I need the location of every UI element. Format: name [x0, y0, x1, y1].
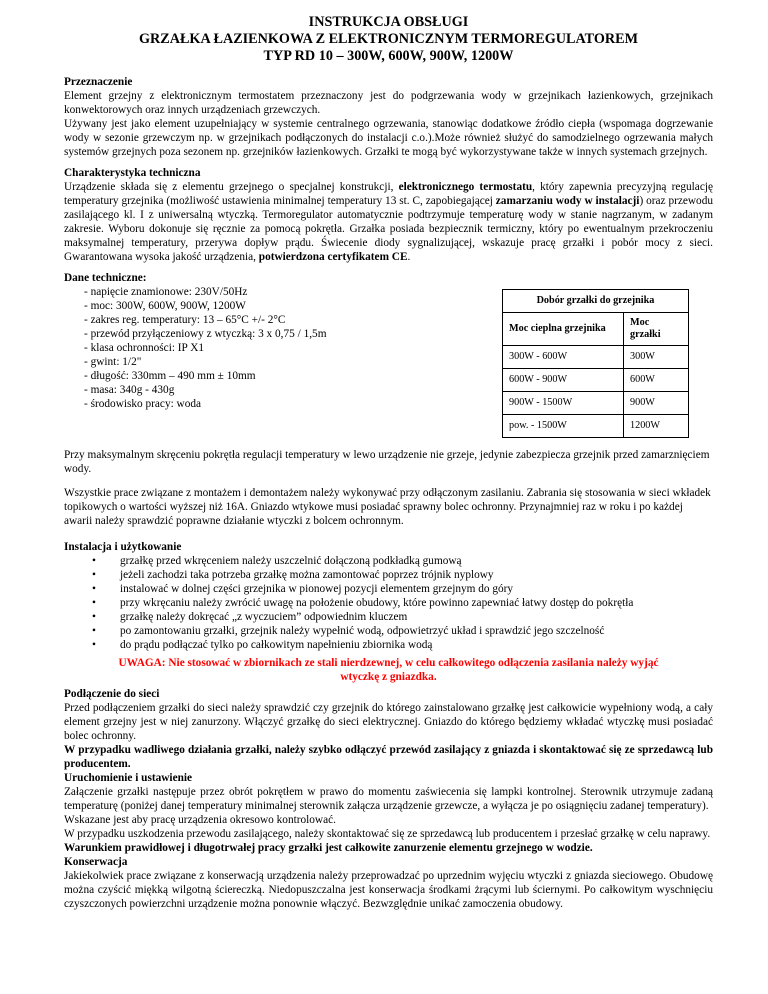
- spec-item: - środowisko pracy: woda: [84, 398, 202, 410]
- spacer: [64, 476, 713, 486]
- warning-line-1: UWAGA: Nie stosować w zbiornikach ze stali nierdzewnej, w celu całkowitego odłączenia zasilania należy wyjąć: [118, 657, 659, 669]
- podlaczenie-paragraph-1: Przed podłączeniem grzałki do sieci należy sprawdzić czy grzejnik do którego zainstalowano grzałkę jest całkowicie wypełniony wodą, a cały element grzejny jest w niej zanurzony. Włączyć grzałkę do sieci elektrycznej. Gniazdo do którego będziemy wkładać wtyczkę musi posiadać bolec ochronny.: [64, 702, 713, 742]
- heading-uruchomienie: Uruchomienie i ustawienie: [64, 772, 193, 784]
- list-item: • przy wkręcaniu należy zwrócić uwagę na położenie obudowy, które powinno zapewniać łatwy dostęp do pokrętła: [120, 596, 713, 610]
- table-cell: pow. - 1500W: [503, 415, 624, 438]
- charakterystyka-text-1: Urządzenie składa się z elementu grzejnego o specjalnej konstrukcji,: [64, 181, 399, 193]
- list-item: • instalować w dolnej części grzejnika w pionowej pozycji elementem grzejnym do góry: [120, 582, 713, 596]
- installation-list: [64, 554, 713, 652]
- list-item: • grzałkę przed wkręceniem należy uszczelnić dołączoną podkładką gumową: [120, 554, 713, 568]
- charakterystyka-bold-1: elektronicznego termostatu: [398, 181, 533, 193]
- list-item: • do prądu podłączać tylko po całkowitym napełnieniu zbiornika wodą: [120, 638, 713, 652]
- przeznaczenie-paragraph-2: Używany jest jako element uzupełniający w systemie centralnego ogrzewania, stanowiąc dodatkowe źródło ciepła (wspomaga dogrzewanie wody w sezonie grzewczym np. w grzejnikach podłączonych do instalacji c.o.).Może również służyć do samodzielnego ogrzewania małych systemów grzejnych poza sezonem np. grzejników łazienkowych. Grzałki te mogą być wykorzystywane także w innych systemach grzejnych.: [64, 118, 713, 158]
- table-cell: 900W: [624, 392, 689, 415]
- uruchomienie-paragraph-2: Wskazane jest aby pracę urządzenia okresowo kontrolować.: [64, 814, 336, 826]
- heading-podlaczenie: Podłączenie do sieci: [64, 688, 160, 700]
- charakterystyka-bold-2: zamarzaniu wody w instalacji: [495, 195, 640, 207]
- title-line-3: TYP RD 10 – 300W, 600W, 900W, 1200W: [263, 48, 514, 64]
- spec-item: - moc: 300W, 600W, 900W, 1200W: [84, 300, 246, 312]
- table-cell: 600W - 900W: [503, 369, 624, 392]
- table-caption: Dobór grzałki do grzejnika: [503, 290, 689, 313]
- heading-charakterystyka: Charakterystyka techniczna: [64, 167, 201, 179]
- table-row: [503, 392, 689, 415]
- table-cell: 900W - 1500W: [503, 392, 624, 415]
- uruchomienie-paragraph-3: W przypadku uszkodzenia przewodu zasilającego, należy skontaktować się ze sprzedawcą lub producentem i przesłać grzałkę w celu naprawy.: [64, 828, 711, 840]
- table-row: [503, 415, 689, 438]
- warning-notice: [64, 656, 713, 684]
- heater-selection-table: [502, 289, 689, 438]
- spec-item: - długość: 330mm – 490 mm ± 10mm: [84, 370, 256, 382]
- list-item: • jeżeli zachodzi taka potrzeba grzałkę można zamontować poprzez trójnik nyplowy: [120, 568, 713, 582]
- table-row: [503, 346, 689, 369]
- spec-item: - masa: 340g - 430g: [84, 384, 175, 396]
- heading-dane-techniczne: Dane techniczne:: [64, 272, 147, 284]
- heading-konserwacja: Konserwacja: [64, 856, 128, 868]
- table-cell: 600W: [624, 369, 689, 392]
- spacer: [64, 438, 713, 448]
- spec-item: - zakres reg. temperatury: 13 – 65°C +/- 2°C: [84, 314, 286, 326]
- table-cell: 300W: [624, 346, 689, 369]
- table-cell: 1200W: [624, 415, 689, 438]
- spec-item: - napięcie znamionowe: 230V/50Hz: [84, 286, 248, 298]
- konserwacja-paragraph: Jakiekolwiek prace związane z konserwacją urządzenia należy przeprowadzać po uprzednim wyjęciu wtyczki z gniazda sieciowego. Obudowę można czyścić miękką wilgotną ściereczką. Niedopuszczalna jest konserwacja środkami żrącymi lub ściernymi. Po całkowitym wyschnięciu czyszczonych powierzchni urządzenie można ponownie włączyć. Bezwzględnie unikać zamoczenia obudowy.: [64, 870, 713, 910]
- charakterystyka-paragraph: [64, 180, 713, 264]
- spec-item: - klasa ochronności: IP X1: [84, 342, 205, 354]
- table-header-cell: Moc cieplna grzejnika: [503, 313, 624, 346]
- specs-and-table: [64, 285, 713, 438]
- table-header-cell: Moc grzałki: [624, 313, 689, 346]
- title-line-2: GRZAŁKA ŁAZIENKOWA Z ELEKTRONICZNYM TERMOREGULATOREM: [138, 31, 638, 47]
- document-title: [64, 14, 713, 65]
- list-item: • po zamontowaniu grzałki, grzejnik należy wypełnić wodą, odpowietrzyć układ i sprawdzić jego szczelność: [120, 624, 713, 638]
- uruchomienie-paragraph-1: Załączenie grzałki następuje przez obrót pokrętłem w prawo do momentu zaświecenia się lampki kontrolnej. Sterownik utrzymuje zadaną temperaturę (poniżej danej temperatury minimalnej sterownik załącza urządzenie grzewcze, a wyłącza je po osiągnięciu zadanej temperatury).: [64, 786, 713, 812]
- charakterystyka-bold-3: potwierdzona certyfikatem CE: [258, 251, 408, 263]
- przeznaczenie-paragraph-1: Element grzejny z elektronicznym termostatem przeznaczony jest do podgrzewania wody w grzejnikach łazienkowych, grzejnikach konwektorowych oraz innych urządzeniach grzewczych.: [64, 90, 713, 116]
- warning-line-2: wtyczkę z gniazdka.: [340, 671, 437, 683]
- note-safety-work: Wszystkie prace związane z montażem i demontażem należy wykonywać przy odłączonym zasilaniu. Zabrania się stosowania w sieci wkładek topikowych o wartości wyższej niż 16A. Gniazdo wtykowe musi posiadać sprawny bolec ochronny. Przynajmniej raz w roku i po każdej awarii należy sprawdzić poprawne działanie wtyczki z bolcem ochronnym.: [64, 487, 711, 527]
- uruchomienie-paragraph-4: Warunkiem prawidłowej i długotrwałej pracy grzałki jest całkowite zanurzenie elementu grzejnego w wodzie.: [64, 842, 593, 854]
- table-cell: 300W - 600W: [503, 346, 624, 369]
- table-header-row: [503, 313, 689, 346]
- note-max-rotation: Przy maksymalnym skręceniu pokrętła regulacji temperatury w lewo urządzenie nie grzeje, jedynie zabezpiecza grzejnik przed zamarznięciem wody.: [64, 449, 710, 475]
- heading-przeznaczenie: Przeznaczenie: [64, 76, 133, 88]
- charakterystyka-text-2: , który zapewnia precyzyjną regulację temperatury grzejnika (możliwość ustawienia minimalnej temperatury 13 st. C, zapobiegającej: [64, 181, 713, 207]
- spec-item: - przewód przyłączeniowy z wtyczką: 3 x 0,75 / 1,5m: [84, 328, 327, 340]
- title-line-1: INSTRUKCJA OBSŁUGI: [308, 14, 469, 30]
- charakterystyka-text-4: .: [407, 251, 411, 263]
- spec-item: - gwint: 1/2": [84, 356, 142, 368]
- list-item: • grzałkę należy dokręcać „z wyczuciem” odpowiednim kluczem: [120, 610, 713, 624]
- podlaczenie-paragraph-2: W przypadku wadliwego działania grzałki, należy szybko odłączyć przewód zasilający z gniazda i skontaktować się ze sprzedawcą lub producentem.: [64, 744, 713, 770]
- table-row: [503, 369, 689, 392]
- heading-instalacja: Instalacja i użytkowanie: [64, 541, 182, 553]
- charakterystyka-text-3: ) oraz przewodu zasilającego kl. I z uniwersalną wtyczką. Termoregulator automatycznie podtrzymuje temperaturę wody w stanie nagrzanym, w zadanym zakresie. Wyboru dokonuje się ręcznie za pomocą pokrętła. Grzałka posiada bezpiecznik termiczny, który po ewentualnym przekroczeniu maksymalnej temperatury, przerywa dopływ prądu. Świecenie diody sygnalizującej, wskazuje pracę grzałki i pobór mocy z sieci. Gwarantowana wysoka jakość urządzenia,: [64, 195, 713, 263]
- specs-list: [64, 285, 327, 438]
